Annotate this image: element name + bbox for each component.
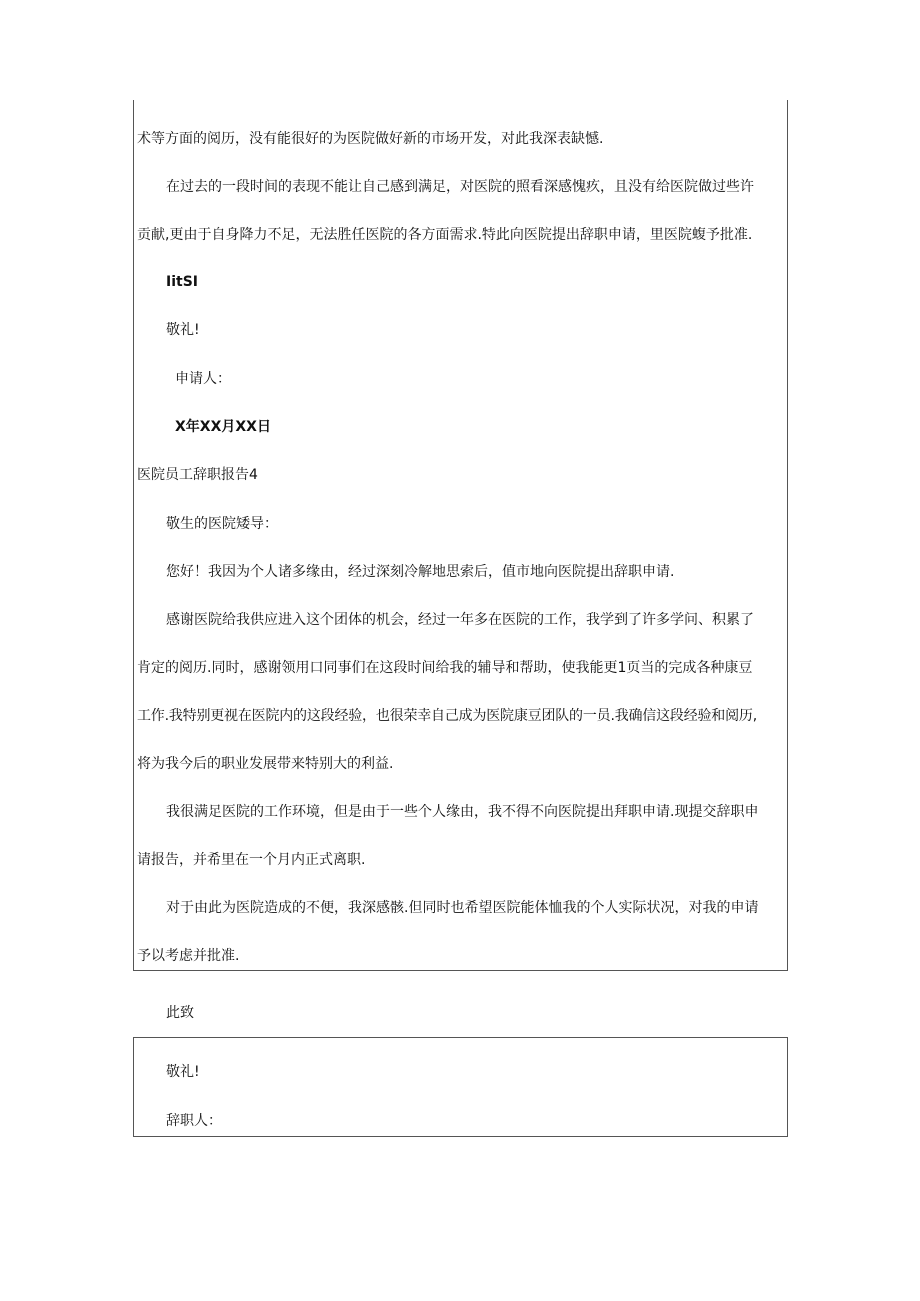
respect-closing-2: 敬礼! (166, 1064, 200, 1080)
cizhi-line: 此致 (166, 1005, 194, 1021)
paragraph-4-line-4: 将为我今后的职业发展带来特别大的利益. (137, 756, 394, 772)
date-line: X年XX月XX日 (175, 419, 271, 435)
resigner-label: 辞职人： (166, 1113, 222, 1129)
paragraph-1-line-1: 术等方面的阅历，没有能很好的为医院做好新的市场开发，对此我深表缺憾. (137, 131, 604, 147)
content-frame-bottom (133, 1037, 788, 1137)
applicant-label: 申请人： (175, 371, 231, 387)
paragraph-5-line-2: 请报告，并希里在一个月内正式离职. (137, 852, 366, 868)
salutation-cipher: IitSI (166, 274, 198, 290)
greeting-line: 敬生的医院矮导： (166, 516, 278, 532)
paragraph-3-line-1: 您好！我因为个人诸多缘由，经过深刻冷解地思索后，值市地向医院提出辞职申请. (166, 564, 675, 580)
paragraph-6-line-2: 予以考虑并批准. (137, 948, 240, 964)
section-title: 医院员工辞职报告4 (137, 467, 258, 483)
respect-closing-1: 敬礼! (166, 322, 200, 338)
paragraph-4-line-2: 肯定的阅历.同时，感谢领用口同事们在这段时间给我的辅导和帮助，使我能更1页当的完成各种康豆 (137, 660, 753, 676)
paragraph-5-line-1: 我很满足医院的工作环境，但是由于一些个人缘由，我不得不向医院提出拜职申请.现提交辞职申 (166, 804, 759, 820)
paragraph-2-line-1: 在过去的一段时间的表现不能让自己感到满足，对医院的照看深感愧疚，且没有给医院做过些许 (166, 179, 754, 195)
paragraph-4-line-1: 感谢医院给我供应进入这个团体的机会，经过一年多在医院的工作，我学到了许多学问、积累了 (166, 612, 754, 628)
paragraph-2-line-2: 贡献,更由于自身降力不足，无法胜任医院的各方面需求.特此向医院提出辞职申请，里医院蝮予批准. (137, 227, 753, 243)
paragraph-4-line-3: 工作.我特别更视在医院内的这段经验，也很荣幸自己成为医院康豆团队的一员.我确信这段经验和阅历, (137, 708, 757, 724)
paragraph-6-line-1: 对于由此为医院造成的不便，我深感骸.但同时也希望医院能体恤我的个人实际状况，对我的申请 (166, 900, 759, 916)
